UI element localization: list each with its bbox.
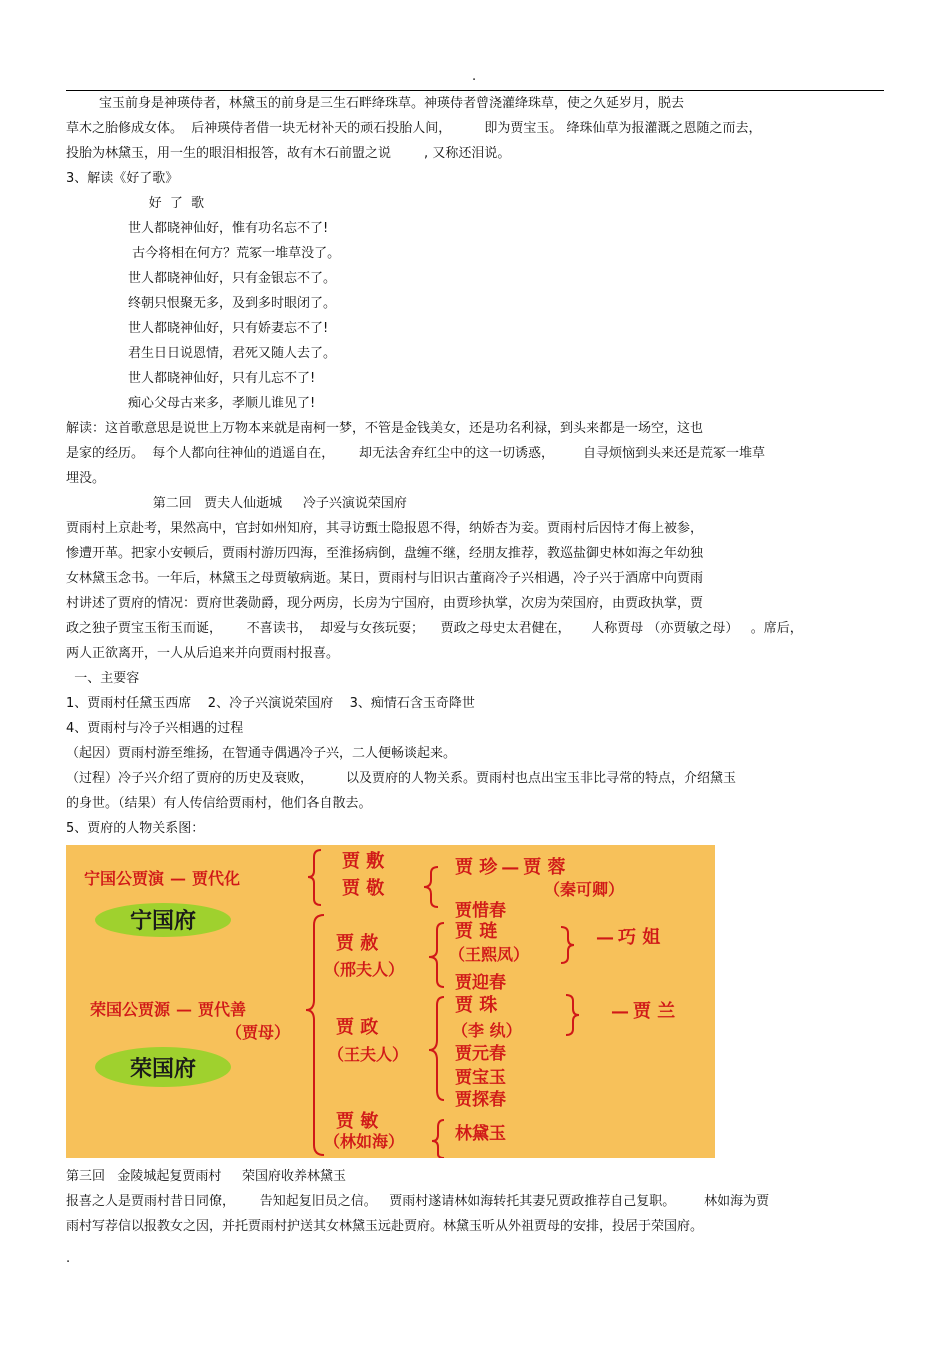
- text-line: 贾雨村上京赴考，果然高中，官封如州知府，其寻访甄士隐报恩不得，纳娇杏为妾。贾雨村后因恃才侮上被参，: [66, 521, 704, 536]
- jia-lian-label: 贾 琏: [455, 921, 498, 942]
- text-line: 是家的经历。 每个人都向往神仙的逍遥自在， 却无法舍弃红尘中的这一切诱惑， 自寻烦恼到头来还是荒冢一堆草: [66, 446, 765, 461]
- qiao-jie-label: — 巧 姐: [596, 927, 661, 948]
- li-wan-label: （李 纨）: [452, 1021, 522, 1040]
- section-heading: 3、解读《好了歌》: [66, 171, 179, 186]
- text-line: 草木之胎修成女体。 后神瑛侍者借一块无材补天的顽石投胎人间， 即为贾宝玉。 绛珠仙草为报灌溉之恩随之而去，: [66, 121, 762, 136]
- text-line: （过程）冷子兴介绍了贾府的历史及衰败， 以及贾府的人物关系。贾雨村也点出宝玉非比寻常的特点，介绍黛玉: [66, 771, 737, 786]
- text-line: 4、贾雨村与冷子兴相遇的过程: [66, 721, 244, 736]
- ningguo-house-label: 宁国府: [129, 908, 197, 934]
- poem-line: 痴心父母古来多，孝顺儿谁见了!: [66, 396, 316, 411]
- text-line: 解读：这首歌意思是说世上万物本来就是南柯一梦，不管是金钱美女，还是功名利禄，到头来都是一场空，这也: [66, 421, 704, 436]
- footer-dot: .: [66, 1251, 71, 1266]
- poem-line: 世人都晓神仙好，只有儿忘不了!: [66, 371, 316, 386]
- text-line: 1、贾雨村任黛玉西席 2、冷子兴演说荣国府 3、痴情石含玉奇降世: [66, 696, 475, 711]
- text-line: 报喜之人是贾雨村昔日同僚， 告知起复旧员之信。 贾雨村遂请林如海转托其妻兄贾政推荐自己复职。 林如海为贾: [66, 1194, 770, 1209]
- jia-lan-label: — 贾 兰: [611, 1001, 676, 1022]
- text-line: 5、贾府的人物关系图：: [66, 821, 205, 836]
- chapter-heading: 第二回 贾夫人仙逝城 冷子兴演说荣国府: [66, 496, 407, 511]
- header-rule: [66, 90, 884, 91]
- jia-fu-label: 贾 敷: [342, 851, 385, 872]
- ningguo-founder-label: 宁国公贾演 — 贾代化: [84, 869, 241, 888]
- text-line: 的身世。（结果）有人传信给贾雨村，他们各自散去。: [66, 796, 372, 811]
- jia-tanchun-label: 贾探春: [455, 1090, 506, 1110]
- jia-baoyu-label: 贾宝玉: [455, 1068, 506, 1088]
- lady-xing-label: （邢夫人）: [324, 960, 405, 979]
- jia-mu-label: （贾母）: [226, 1023, 291, 1042]
- jia-zhu-label: 贾 珠: [455, 995, 498, 1016]
- text-line: 惨遭开革。把家小安顿后，贾雨村游历四海，至淮扬病倒，盘缠不继，经朋友推荐，教巡盐御史林如海之年幼独: [66, 546, 704, 561]
- jia-jing-label: 贾 敬: [342, 878, 385, 899]
- text-line: 埋没。: [66, 471, 106, 486]
- poem-line: 君生日日说恩情，君死又随人去了。: [66, 346, 336, 361]
- rongguo-house-label: 荣国府: [129, 1056, 197, 1082]
- qin-keqing-label: （秦可卿）: [544, 880, 625, 899]
- jia-yuanchun-label: 贾元春: [455, 1044, 506, 1064]
- jia-she-label: 贾 赦: [336, 933, 379, 954]
- family-tree-diagram: [66, 845, 715, 1158]
- text-line: 雨村写荐信以报教女之因，并托贾雨村护送其女林黛玉远赴贾府。林黛玉听从外祖贾母的安排，投居于荣国府。: [66, 1219, 704, 1234]
- lin-daiyu-label: 林黛玉: [455, 1124, 506, 1144]
- jia-min-label: 贾 敏: [336, 1111, 379, 1132]
- lady-wang-label: （王夫人）: [328, 1045, 409, 1064]
- poem-line: 世人都晓神仙好，惟有功名忘不了!: [66, 221, 329, 236]
- text-line: 女林黛玉念书。一年后，林黛玉之母贾敏病逝。某日，贾雨村与旧识古董商冷子兴相遇，冷子兴于酒席中向贾雨: [66, 571, 704, 586]
- text-line: （起因）贾雨村游至维扬，在智通寺偶遇冷子兴，二人便畅谈起来。: [66, 746, 457, 761]
- lin-ruhai-label: （林如海）: [324, 1132, 405, 1151]
- section-heading: 一、主要容: [66, 671, 140, 686]
- jia-yingchun-label: 贾迎春: [455, 973, 506, 993]
- poem-line: 古今将相在何方？荒冢一堆草没了。: [66, 246, 341, 261]
- jia-zheng-label: 贾 政: [336, 1017, 379, 1038]
- header-dot: .: [472, 69, 477, 84]
- wang-xifeng-label: （王熙凤）: [449, 945, 530, 964]
- text-line: 宝玉前身是神瑛侍者，林黛玉的前身是三生石畔绛珠草。神瑛侍者曾浇灌绛珠草，使之久延岁月，脱去: [66, 96, 685, 111]
- text-line: 投胎为林黛玉，用一生的眼泪相报答，故有木石前盟之说 , 又称还泪说。: [66, 146, 511, 161]
- jia-xichun-label: 贾惜春: [455, 901, 506, 921]
- jia-zhen-rong-label: 贾 珍 — 贾 蓉: [455, 857, 566, 878]
- poem-line: 终朝只恨聚无多，及到多时眼闭了。: [66, 296, 336, 311]
- rongguo-founder-label: 荣国公贾源 — 贾代善: [90, 1000, 247, 1019]
- poem-line: 世人都晓神仙好，只有金银忘不了。: [66, 271, 336, 286]
- poem-title: 好 了 歌: [66, 196, 205, 211]
- poem-line: 世人都晓神仙好，只有娇妻忘不了!: [66, 321, 329, 336]
- text-line: 村讲述了贾府的情况：贾府世袭勋爵，现分两房，长房为宁国府，由贾珍执掌，次房为荣国府，由贾政执掌，贾: [66, 596, 704, 611]
- text-line: 政之独子贾宝玉衔玉而诞， 不喜读书， 却爱与女孩玩耍； 贾政之母史太君健在， 人称贾母 （亦贾敏之母） 。席后，: [66, 621, 803, 636]
- chapter-heading: 第三回 金陵城起复贾雨村 荣国府收养林黛玉: [66, 1169, 347, 1184]
- text-line: 两人正欲离开，一人从后追来并向贾雨村报喜。: [66, 646, 340, 661]
